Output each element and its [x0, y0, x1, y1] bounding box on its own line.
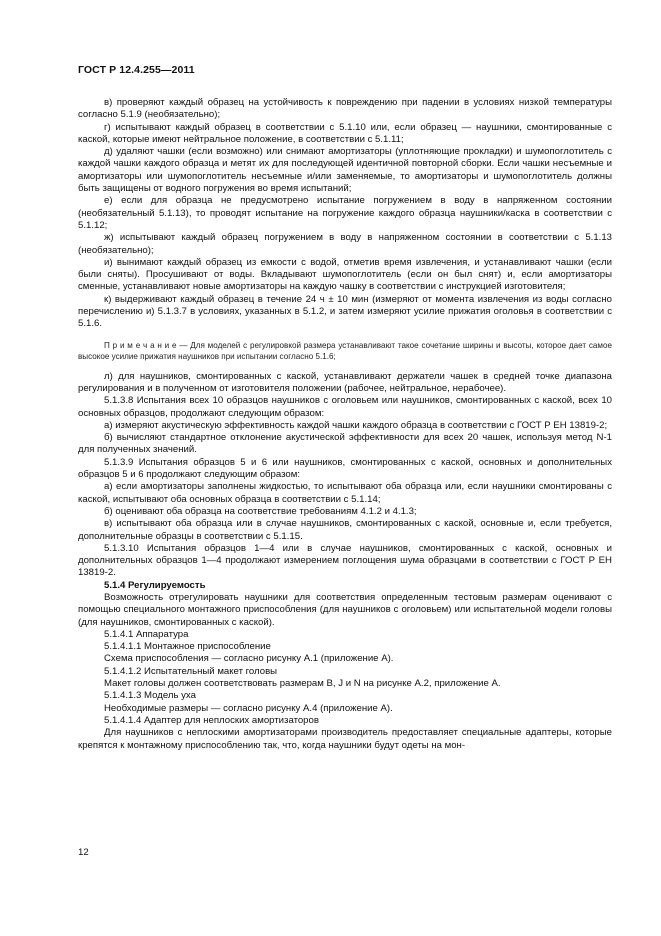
paragraph-v: в) проверяют каждый образец на устойчивость к повреждению при падении в условиях низкой температуры согласно 5.1.9 (необязательно);	[78, 97, 612, 121]
paragraph-adapter: Для наушников с неплоскими амортизаторами производитель предоставляет специальные адаптеры, которые крепятся к монтажному приспособлению так, что, когда наушники будут одеты на мон-	[78, 727, 612, 751]
section-5-1-4-1-3: 5.1.4.1.3 Модель уха	[104, 690, 196, 702]
section-5-1-3-10: 5.1.3.10 Испытания образцов 1—4 или в случае наушников, смонтированных с каской, основных и дополнительных образцов 1—4 продолжают измерением поглощения шума образцами в соответствии с ГОСТ Р ЕН 13819-2.	[78, 542, 612, 579]
paragraph-zh: ж) испытывают каждый образец погружением в воду в напряженном состоянии в соответствии с 5.1.13 (необязательно);	[78, 232, 612, 256]
paragraph-ear-model: Необходимые размеры — согласно рисунку А.4 (приложение А).	[104, 702, 393, 714]
paragraph-fixture-scheme: Схема приспособления — согласно рисунку А.1 (приложение А).	[104, 653, 394, 665]
paragraph-e: е) если для образца не предусмотрено испытание погружением в воду в напряженном состоянии (необязательный 5.1.13), то проводят испытание на погружение каждого образца наушники/каска в соответствии с 5.1.12;	[78, 195, 612, 231]
page-number: 12	[78, 847, 89, 858]
note: П р и м е ч а н и е — Для моделей с регулировкой размера устанавливают такое сочетание ширины и высоты, которое дает самое высокое усилие прижатия наушников при испытании согласно 5.1.6;	[78, 340, 612, 361]
paragraph-5-1-3-9-a: а) если амортизаторы заполнены жидкостью, то испытывают оба образца или, если наушники смонтированы с каской, испытывают оба основных образца в соответствии с 5.1.14;	[78, 481, 612, 505]
section-5-1-4-1: 5.1.4.1 Аппаратура	[104, 628, 189, 640]
paragraph-d: д) удаляют чашки (если возможно) или снимают амортизаторы (уплотняющие прокладки) и шумопоглотитель с каждой чашки каждого образца и метят их для последующей идентичной повторной сборки. Если чашки несъемные и амортизаторы или шумопоглотитель несъемные и/или заменяемые, то амортизаторы и шумопоглотитель должны быть защищены от водного погружения во время испытаний;	[78, 146, 612, 195]
paragraph-5-1-3-8-a: а) измеряют акустическую эффективность каждой чашки каждого образца в соответствии с ГОСТ Р ЕН 13819-2;	[104, 419, 608, 431]
section-5-1-3-9: 5.1.3.9 Испытания образцов 5 и 6 или наушников, смонтированных с каской, основных и дополнительных образцов 5 и 6 продолжают следующим образом:	[78, 456, 612, 481]
section-5-1-4-1-1: 5.1.4.1.1 Монтажное приспособление	[104, 641, 271, 653]
paragraph-i: и) вынимают каждый образец из емкости с водой, отметив время извлечения, и устанавливают чашки (если были сняты). Просушивают от воды. Вкладывают шумопоглотитель (если он был снят) и, если амортизаторы сменные, устанавливают новые амортизаторы на каждую чашку в соответствии с инструкцией изготовителя;	[78, 256, 612, 293]
section-5-1-3-8: 5.1.3.8 Испытания всех 10 образцов наушников с оголовьем или наушников, смонтированных с каской, всех 10 основных образцов, продолжают следующим образом:	[78, 395, 612, 419]
section-5-1-4-1-2: 5.1.4.1.2 Испытательный макет головы	[104, 665, 278, 677]
paragraph-5-1-3-9-b: б) оценивают оба образца на соответствие требованиям 4.1.2 и 4.1.3;	[104, 505, 417, 517]
paragraph-5-1-3-8-b: б) вычисляют стандартное отклонение акустической эффективности для всех 20 чашек, используя метод N-1 для полученных значений.	[78, 432, 612, 456]
page-body	[78, 97, 612, 752]
document-header: ГОСТ Р 12.4.255—2011	[78, 64, 195, 76]
paragraph-5-1-3-9-v: в) испытывают оба образца или в случае наушников, смонтированных с каской, основные и, если требуется, дополнительные образцы в соответствии с 5.1.15.	[78, 518, 612, 542]
paragraph-g: г) испытывают каждый образец в соответствии с 5.1.10 или, если образец — наушники, смонтированные с каской, которые имеют нейтральное положение, в соответствии с 5.1.11;	[78, 121, 612, 145]
paragraph-head-model: Макет головы должен соответствовать размерам B, J и N на рисунке А.2, приложение А.	[104, 678, 501, 690]
section-5-1-4-1-4: 5.1.4.1.4 Адаптер для неплоских амортизаторов	[104, 714, 319, 726]
paragraph-l: л) для наушников, смонтированных с каской, устанавливают держатели чашек в средней точке диапазона регулирования и в полученном от изготовителя положении (рабочее, нейтральное, нерабочее).	[78, 370, 612, 394]
section-heading-5-1-4: 5.1.4 Регулируемость	[104, 579, 206, 591]
paragraph-k: к) выдерживают каждый образец в течение 24 ч ± 10 мин (измеряют от момента извлечения из воды согласно перечислению и) 5.1.3.7 в условиях, указанных в 5.1.2, и затем измеряют усилие прижатия оголовья в соответствии с 5.1.6.	[78, 293, 612, 330]
paragraph-adjustability: Возможность отрегулировать наушники для соответствия определенным тестовым размерам оценивают с помощью специального монтажного приспособления (для наушников с оголовьем) или испытательной модели головы (для наушников, смонтированных с каской).	[78, 591, 612, 628]
